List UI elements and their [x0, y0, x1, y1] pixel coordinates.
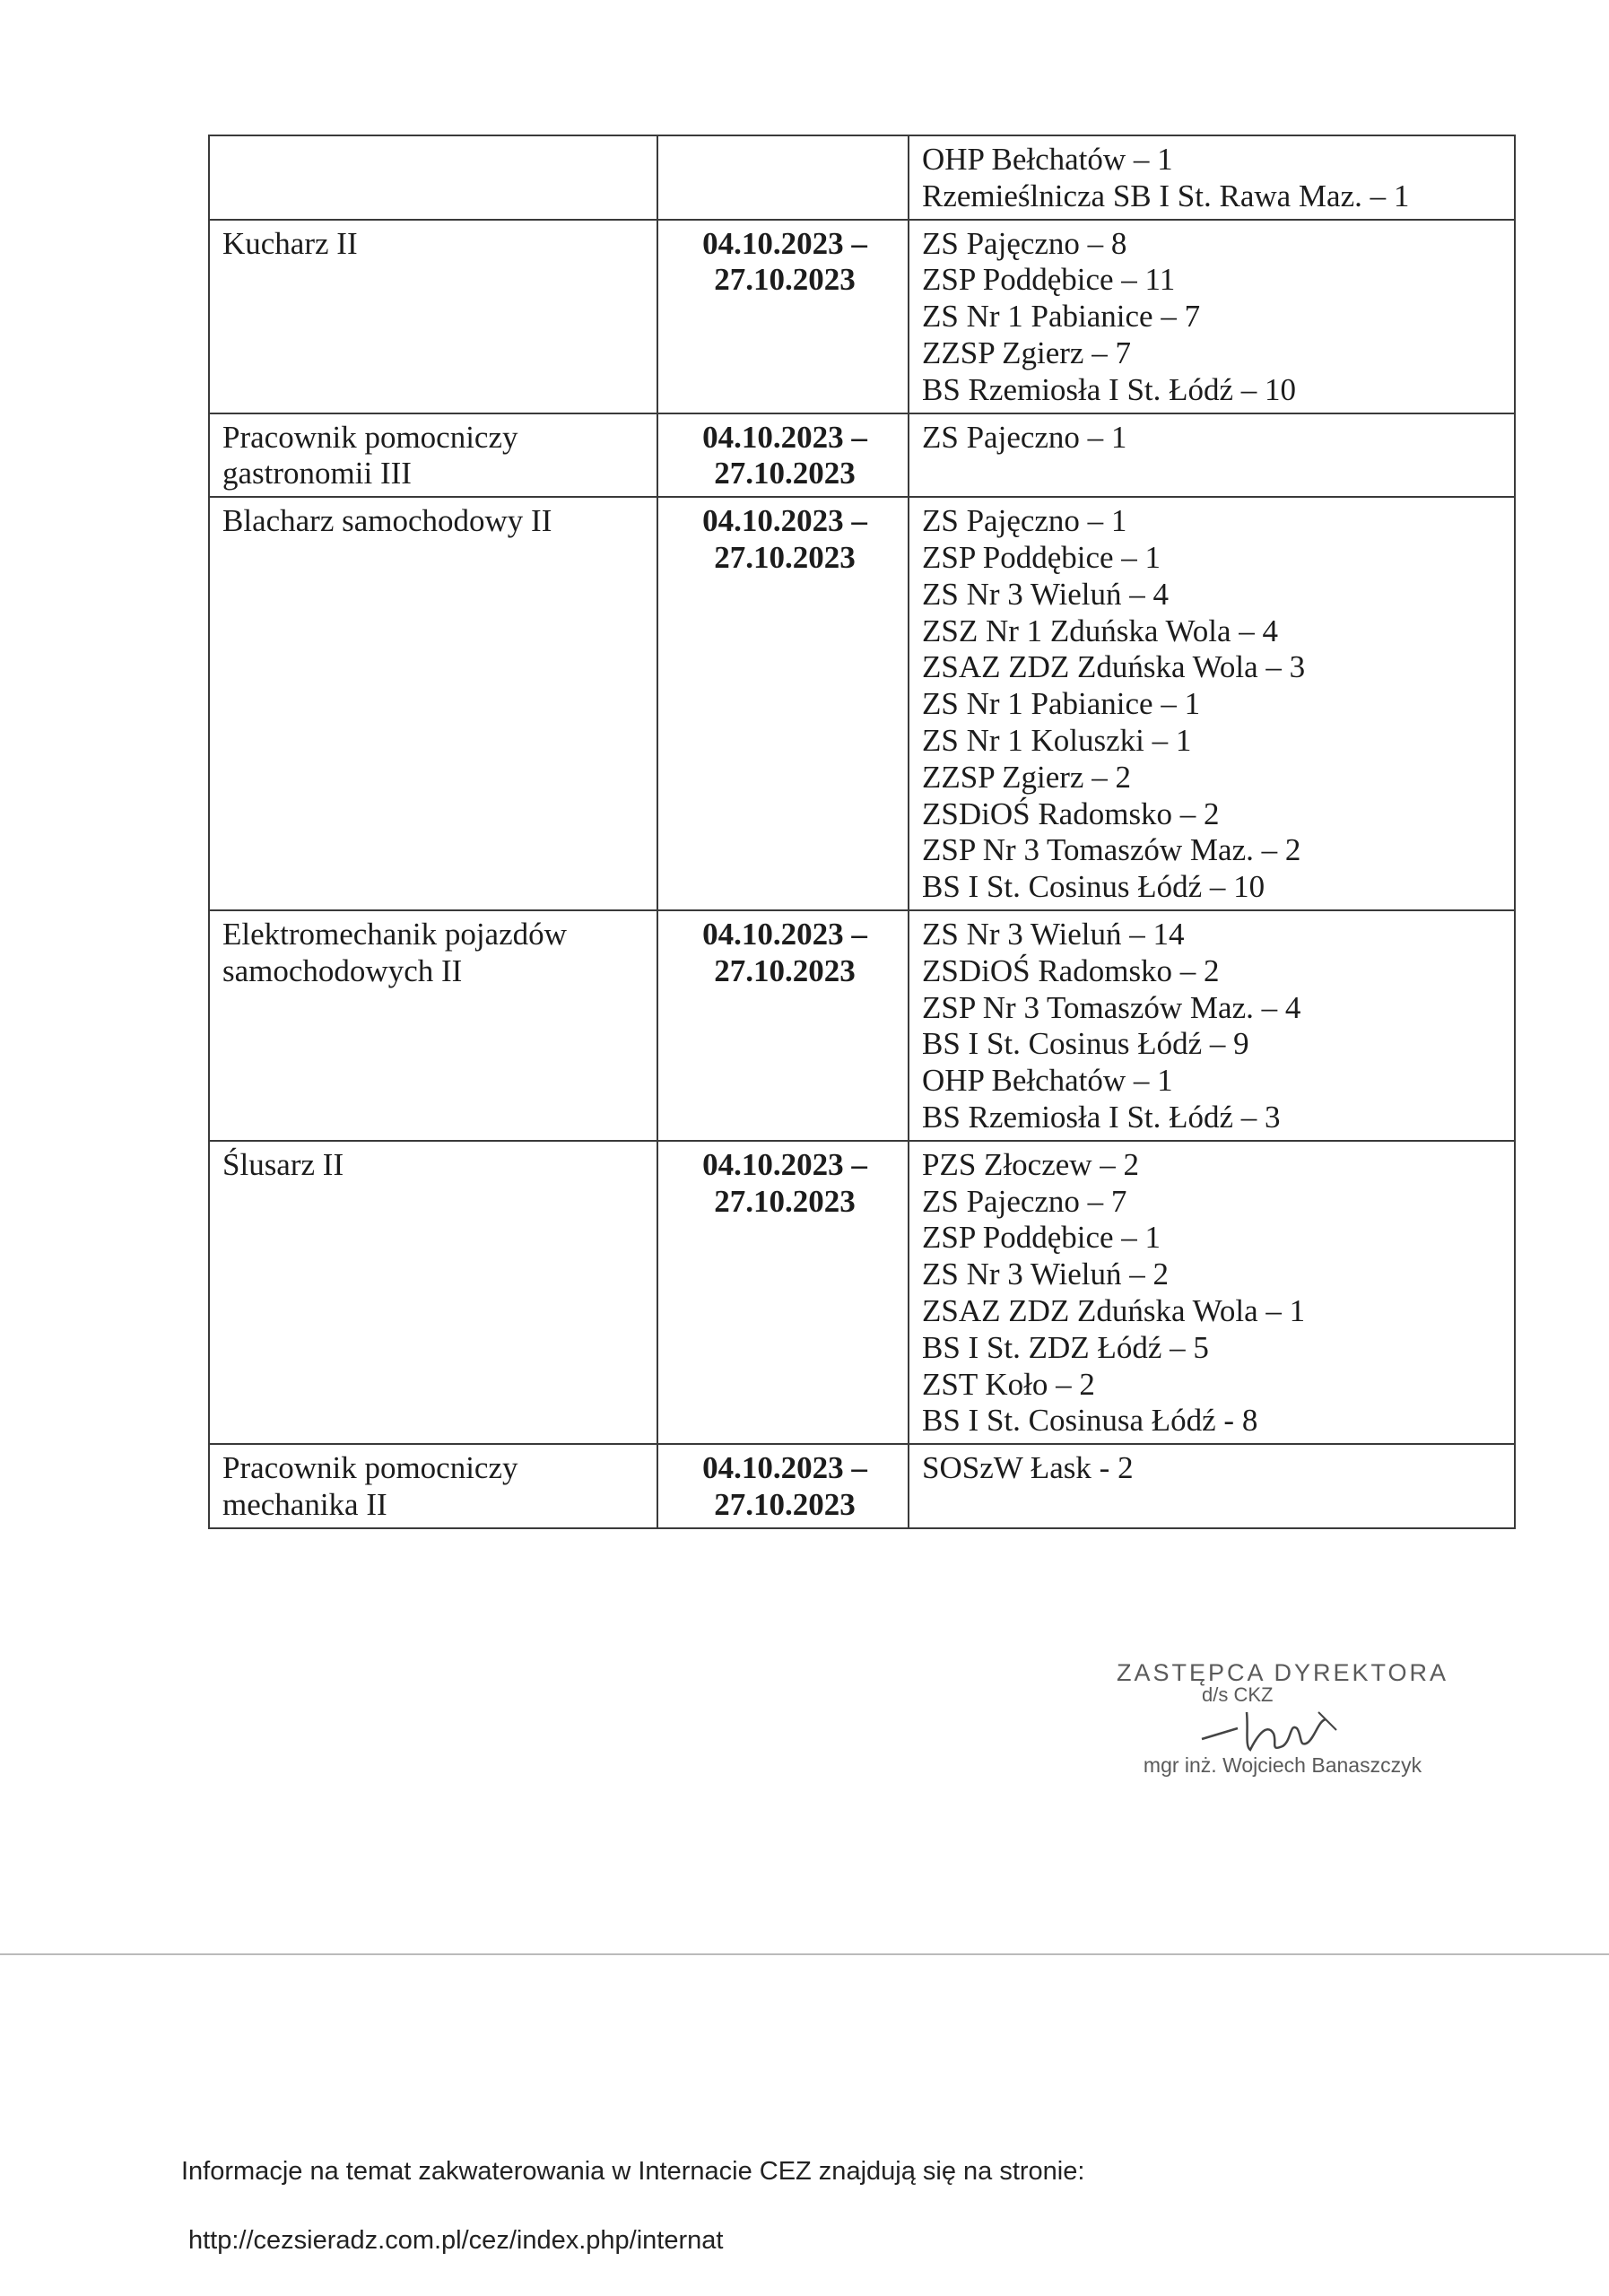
- profession-cell: [209, 135, 657, 220]
- school-entry: OHP Bełchatów – 1: [922, 142, 1173, 177]
- school-entry: ZSP Nr 3 Tomaszów Maz. – 2: [922, 832, 1301, 868]
- courses-table: [208, 135, 1516, 1529]
- date-end: 27.10.2023: [714, 539, 856, 575]
- school-entry: ZSP Poddębice – 1: [922, 1220, 1161, 1256]
- school-entry: ZSP Poddębice – 1: [922, 539, 1161, 575]
- profession-cell: Pracownik pomocniczy mechanika II: [209, 1444, 657, 1528]
- school-entry: Rzemieślnicza SB I St. Rawa Maz. – 1: [922, 178, 1410, 213]
- schools-cell: [909, 1141, 1515, 1444]
- signature-title: ZASTĘPCA DYREKTORA: [1116, 1659, 1449, 1686]
- table-row: [209, 135, 1515, 220]
- school-entry: SOSzW Łask - 2: [922, 1450, 1134, 1486]
- signature-name: mgr inż. Wojciech Banaszczyk: [1143, 1753, 1422, 1777]
- school-entry: ZS Nr 3 Wieluń – 2: [922, 1257, 1170, 1292]
- profession-cell: Kucharz II: [209, 220, 657, 413]
- school-entry: ZS Nr 1 Pabianice – 7: [922, 299, 1201, 335]
- school-entry: PZS Złoczew – 2: [922, 1146, 1140, 1182]
- schools-cell: [909, 910, 1515, 1141]
- school-entry: ZSDiOŚ Radomsko – 2: [922, 952, 1220, 988]
- date-end: 27.10.2023: [714, 1486, 856, 1522]
- school-entry: ZS Pajeczno – 7: [922, 1183, 1127, 1219]
- date-start: 04.10.2023 –: [702, 1146, 867, 1182]
- date-range-cell: [657, 1141, 909, 1444]
- school-entry: ZST Koło – 2: [922, 1366, 1095, 1402]
- profession-cell: Elektromechanik pojazdów samochodowych II: [209, 910, 657, 1141]
- schools-cell: [909, 1444, 1515, 1528]
- date-end: 27.10.2023: [714, 262, 856, 298]
- school-entry: ZS Nr 1 Pabianice – 1: [922, 686, 1201, 722]
- profession-cell: Blacharz samochodowy II: [209, 497, 657, 910]
- table-row: [209, 1141, 1515, 1444]
- school-entry: BS I St. ZDZ Łódź – 5: [922, 1329, 1209, 1365]
- school-entry: BS Rzemiosła I St. Łódź – 10: [922, 371, 1297, 407]
- date-start: 04.10.2023 –: [702, 1450, 867, 1486]
- school-entry: ZSZ Nr 1 Zduńska Wola – 4: [922, 613, 1279, 648]
- handwritten-signature: [1184, 1703, 1381, 1757]
- profession-cell: Pracownik pomocniczy gastronomii III: [209, 413, 657, 498]
- footer-info-text: Informacje na temat zakwaterowania w Internacie CEZ znajdują się na stronie:: [181, 2157, 1085, 2186]
- date-end: 27.10.2023: [714, 456, 856, 491]
- school-entry: ZS Pajęczno – 1: [922, 503, 1127, 539]
- date-start: 04.10.2023 –: [702, 503, 867, 539]
- signature-stamp: [1094, 1659, 1471, 1778]
- school-entry: ZSP Nr 3 Tomaszów Maz. – 4: [922, 989, 1301, 1025]
- school-entry: ZSP Poddębice – 11: [922, 262, 1176, 298]
- school-entry: ZZSP Zgierz – 2: [922, 759, 1131, 795]
- date-end: 27.10.2023: [714, 1183, 856, 1219]
- school-entry: ZS Nr 1 Koluszki – 1: [922, 722, 1192, 758]
- page-divider: [0, 1953, 1609, 1955]
- date-start: 04.10.2023 –: [702, 225, 867, 261]
- schools-cell: [909, 497, 1515, 910]
- table-row: [209, 413, 1515, 498]
- date-start: 04.10.2023 –: [702, 916, 867, 952]
- school-entry: BS I St. Cosinus Łódź – 10: [922, 869, 1265, 905]
- table-row: [209, 220, 1515, 413]
- signature-department: d/s CKZ: [1202, 1683, 1274, 1706]
- date-end: 27.10.2023: [714, 952, 856, 988]
- school-entry: BS I St. Cosinusa Łódź - 8: [922, 1403, 1258, 1439]
- schools-cell: [909, 413, 1515, 498]
- date-start: 04.10.2023 –: [702, 419, 867, 455]
- date-range-cell: [657, 135, 909, 220]
- date-range-cell: [657, 497, 909, 910]
- table-row: [209, 497, 1515, 910]
- school-entry: ZS Pajęczno – 8: [922, 225, 1127, 261]
- school-entry: ZS Nr 3 Wieluń – 14: [922, 916, 1185, 952]
- schools-cell: [909, 220, 1515, 413]
- school-entry: ZSDiOŚ Radomsko – 2: [922, 796, 1220, 831]
- footer-url[interactable]: http://cezsieradz.com.pl/cez/index.php/internat: [188, 2226, 724, 2255]
- school-entry: ZSAZ ZDZ Zduńska Wola – 3: [922, 649, 1306, 685]
- school-entry: ZS Pajeczno – 1: [922, 419, 1127, 455]
- date-range-cell: [657, 1444, 909, 1528]
- date-range-cell: [657, 220, 909, 413]
- school-entry: ZZSP Zgierz – 7: [922, 335, 1131, 370]
- table-row: [209, 1444, 1515, 1528]
- profession-cell: Ślusarz II: [209, 1141, 657, 1444]
- date-range-cell: [657, 910, 909, 1141]
- table-row: [209, 910, 1515, 1141]
- school-entry: ZS Nr 3 Wieluń – 4: [922, 576, 1170, 612]
- school-entry: OHP Bełchatów – 1: [922, 1063, 1173, 1099]
- date-range-cell: [657, 413, 909, 498]
- school-entry: BS I St. Cosinus Łódź – 9: [922, 1026, 1249, 1062]
- school-entry: ZSAZ ZDZ Zduńska Wola – 1: [922, 1292, 1306, 1328]
- school-entry: BS Rzemiosła I St. Łódź – 3: [922, 1099, 1281, 1135]
- schools-cell: [909, 135, 1515, 220]
